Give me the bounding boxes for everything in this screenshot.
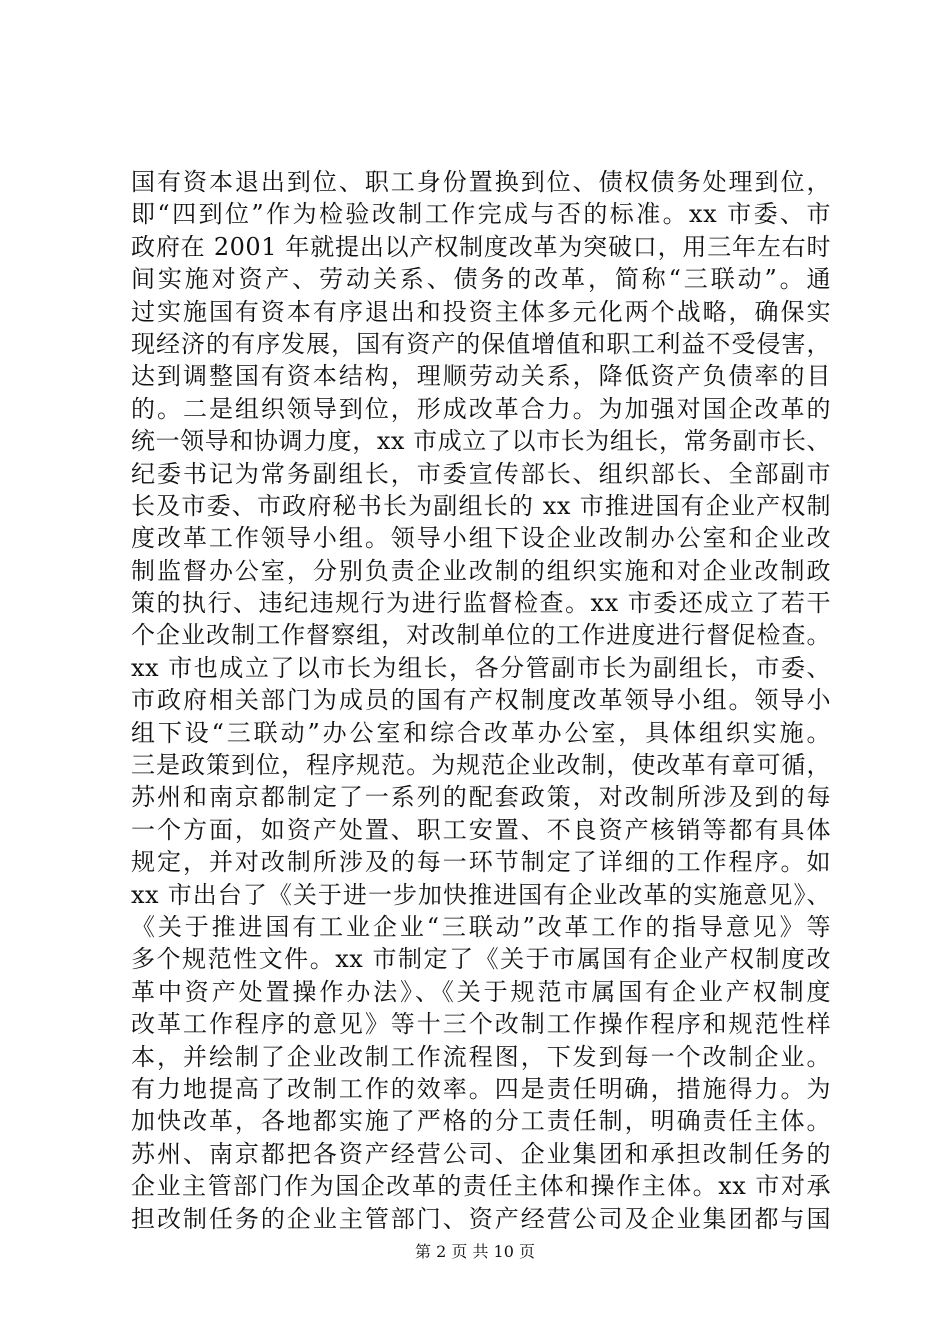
text-line: 企业主管部门作为国企改革的责任主体和操作主体。xx 市对承 [131, 1172, 831, 1201]
text-line: 担改制任务的企业主管部门、资产经营公司及企业集团都与国 [131, 1204, 831, 1233]
text-line: 过实施国有资本有序退出和投资主体多元化两个战略，确保实 [131, 297, 831, 326]
text-line: xx 市出台了《关于进一步加快推进国有企业改革的实施意见》、 [131, 880, 831, 909]
text-line: 现经济的有序发展，国有资产的保值增值和职工利益不受侵害， [131, 329, 831, 358]
text-line: 达到调整国有资本结构，理顺劳动关系，降低资产负债率的目 [131, 362, 831, 391]
text-line: 本，并绘制了企业改制工作流程图，下发到每一个改制企业。 [131, 1042, 831, 1071]
text-line: 政府在 2001 年就提出以产权制度改革为突破口，用三年左右时 [131, 232, 831, 261]
text-line: 革中资产处置操作办法》、《关于规范市属国有企业产权制度 [131, 977, 831, 1006]
text-line: 有力地提高了改制工作的效率。四是责任明确，措施得力。为 [131, 1074, 831, 1103]
text-line: 国有资本退出到位、职工身份置换到位、债权债务处理到位， [131, 168, 831, 196]
text-line: 统一领导和协调力度，xx 市成立了以市长为组长，常务副市长、 [131, 427, 831, 456]
text-line: 的。二是组织领导到位，形成改革合力。为加强对国企改革的 [131, 394, 831, 423]
text-line: 策的执行、违纪违规行为进行监督检查。xx 市委还成立了若干 [131, 589, 831, 618]
text-line: 一个方面，如资产处置、职工安置、不良资产核销等都有具体 [131, 815, 831, 844]
text-line: 《关于推进国有工业企业“三联动”改革工作的指导意见》等 [131, 912, 831, 941]
text-line: 组下设“三联动”办公室和综合改革办公室，具体组织实施。 [131, 718, 831, 747]
text-line: 改革工作程序的意见》等十三个改制工作操作程序和规范性样 [131, 1010, 831, 1039]
text-line: 纪委书记为常务副组长，市委宣传部长、组织部长、全部副市 [131, 459, 831, 488]
text-line: 规定，并对改制所涉及的每一环节制定了详细的工作程序。如 [131, 848, 831, 877]
text-line: 度改革工作领导小组。领导小组下设企业改制办公室和企业改 [131, 524, 831, 553]
text-line: 市政府相关部门为成员的国有产权制度改革领导小组。领导小 [131, 686, 831, 715]
text-line: xx 市也成立了以市长为组长，各分管副市长为副组长，市委、 [131, 653, 831, 682]
text-line: 苏州、南京都把各资产经营公司、企业集团和承担改制任务的 [131, 1139, 831, 1168]
text-line: 加快改革，各地都实施了严格的分工责任制，明确责任主体。 [131, 1107, 831, 1136]
text-line: 制监督办公室，分别负责企业改制的组织实施和对企业改制政 [131, 556, 831, 585]
text-line: 间实施对资产、劳动关系、债务的改革，简称“三联动”。通 [131, 265, 831, 294]
text-line: 苏州和南京都制定了一系列的配套政策，对改制所涉及到的每 [131, 783, 831, 812]
text-line: 三是政策到位，程序规范。为规范企业改制，使改革有章可循， [131, 751, 831, 780]
text-line: 长及市委、市政府秘书长为副组长的 xx 市推进国有企业产权制 [131, 491, 831, 520]
page-number-footer: 第 2 页 共 10 页 [415, 1242, 535, 1261]
text-line: 即“四到位”作为检验改制工作完成与否的标准。xx 市委、市 [131, 200, 831, 229]
text-line: 多个规范性文件。xx 市制定了《关于市属国有企业产权制度改 [131, 945, 831, 974]
text-line: 个企业改制工作督察组，对改制单位的工作进度进行督促检查。 [131, 621, 831, 650]
body-text [131, 166, 831, 1235]
